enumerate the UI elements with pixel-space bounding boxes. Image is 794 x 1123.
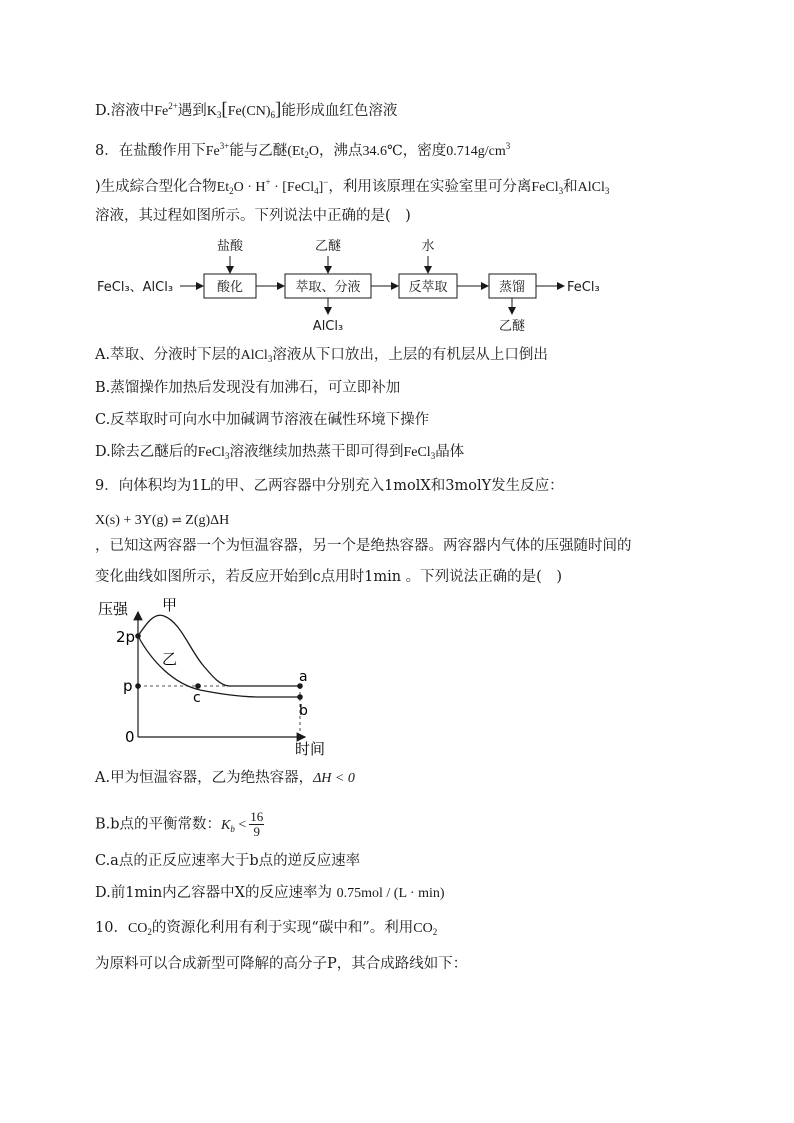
flow-input-water: 水 — [421, 239, 435, 254]
q9-option-c: C.a点的正反应速率大于b点的逆反应速率 — [95, 853, 361, 869]
tick-2p: 2p — [116, 628, 136, 646]
q8-option-d: D.除去乙醚后的FeCl$_3$溶液继续加热蒸干即可得到FeCl$_3$晶体 — [95, 444, 465, 461]
q8-option-a: A.萃取、分液时下层的AlCl$_3$溶液从下口放出，上层的有机层从上口倒出 — [95, 347, 548, 364]
q9-pressure-graph — [90, 594, 350, 760]
origin-label: 0 — [125, 728, 135, 746]
flow-box-distill-label: 蒸馏 — [498, 280, 526, 295]
q9-line-4: 变化曲线如图所示，若反应开始到c点用时1min 。下列说法正确的是( ) — [95, 569, 562, 585]
q8-option-c: C.反萃取时可向水中加碱调节溶液在碱性环境下操作 — [95, 412, 430, 428]
x-axis-label: 时间 — [295, 740, 326, 758]
point-a-label: a — [299, 669, 308, 685]
q8-line-3: 溶液，其过程如图所示。下列说法中正确的是( ) — [95, 208, 411, 224]
point-c-label: c — [193, 690, 201, 706]
q8-line-1: 8．在盐酸作用下$Fe^{3+}$能与乙醚($Et_2O$，沸点34.6℃，密度$0.714g/cm^3$ — [95, 141, 511, 160]
q10-line-1: 10．$CO_2$的资源化利用有利于实现“碳中和”。利用$CO_2$ — [95, 920, 438, 937]
q9-line-3: ，已知这两容器一个为恒温容器，另一个是绝热容器。两容器内气体的压强随时间的 — [95, 538, 632, 554]
point-b-label: b — [299, 703, 308, 719]
flow-input-hcl: 盐酸 — [216, 239, 244, 254]
q9-option-b: B.b点的平衡常数：$K_b$ < $\frac{16}{9}$ — [95, 809, 264, 839]
y-axis-label: 压强 — [98, 600, 129, 618]
flow-box-acidify-label: 酸化 — [216, 280, 244, 295]
q9-option-d: D.前1min内乙容器中X的反应速率为 0.75mol / (L · min) — [95, 885, 445, 901]
q8-line-2: )生成綜合型化合物$Et_2O \cdot H^+$ · [FeCl$_4$]−，利用该原理在实验室里可分离FeCl$_3$和AlCl$_3$ — [95, 177, 610, 196]
flow-input-ether: 乙醚 — [314, 239, 342, 254]
flow-start-label: FeCl₃、AlCl₃ — [97, 280, 174, 295]
flow-end-label: FeCl₃ — [567, 280, 600, 295]
flow-box-extract-label: 萃取、分液 — [295, 280, 361, 295]
flow-box-back-extract-label: 反萃取 — [408, 280, 448, 295]
q8-flow-diagram — [0, 230, 794, 340]
q9-option-a: A.甲为恒温容器，乙为绝热容器，ΔH < 0 — [95, 770, 355, 786]
flow-output-alcl3: AlCl₃ — [312, 319, 344, 334]
curve-jia-label: 甲 — [162, 596, 178, 614]
point-p — [135, 683, 141, 689]
q7-option-d: D.溶液中$Fe^{2+}$遇到$K_3[Fe(CN)_6]$能形成血红色溶液 — [95, 99, 398, 120]
q8-option-b: B.蒸馏操作加热后发现没有加沸石，可立即补加 — [95, 380, 401, 396]
point-b — [297, 694, 303, 700]
curve-yi-label: 乙 — [162, 650, 178, 668]
point-c — [195, 683, 201, 689]
tick-p: p — [123, 677, 133, 695]
point-start — [135, 633, 141, 639]
q9-line-1: 9．向体积均为1L的甲、乙两容器中分别充入1molX和3molY发生反应： — [95, 478, 564, 494]
q10-line-2: 为原料可以合成新型可降解的高分子P，其合成路线如下： — [95, 956, 468, 972]
q9-equation: X(s) + 3Y(g) ⇌ Z(g)ΔH — [95, 513, 230, 528]
flow-output-ether: 乙醚 — [498, 319, 526, 334]
